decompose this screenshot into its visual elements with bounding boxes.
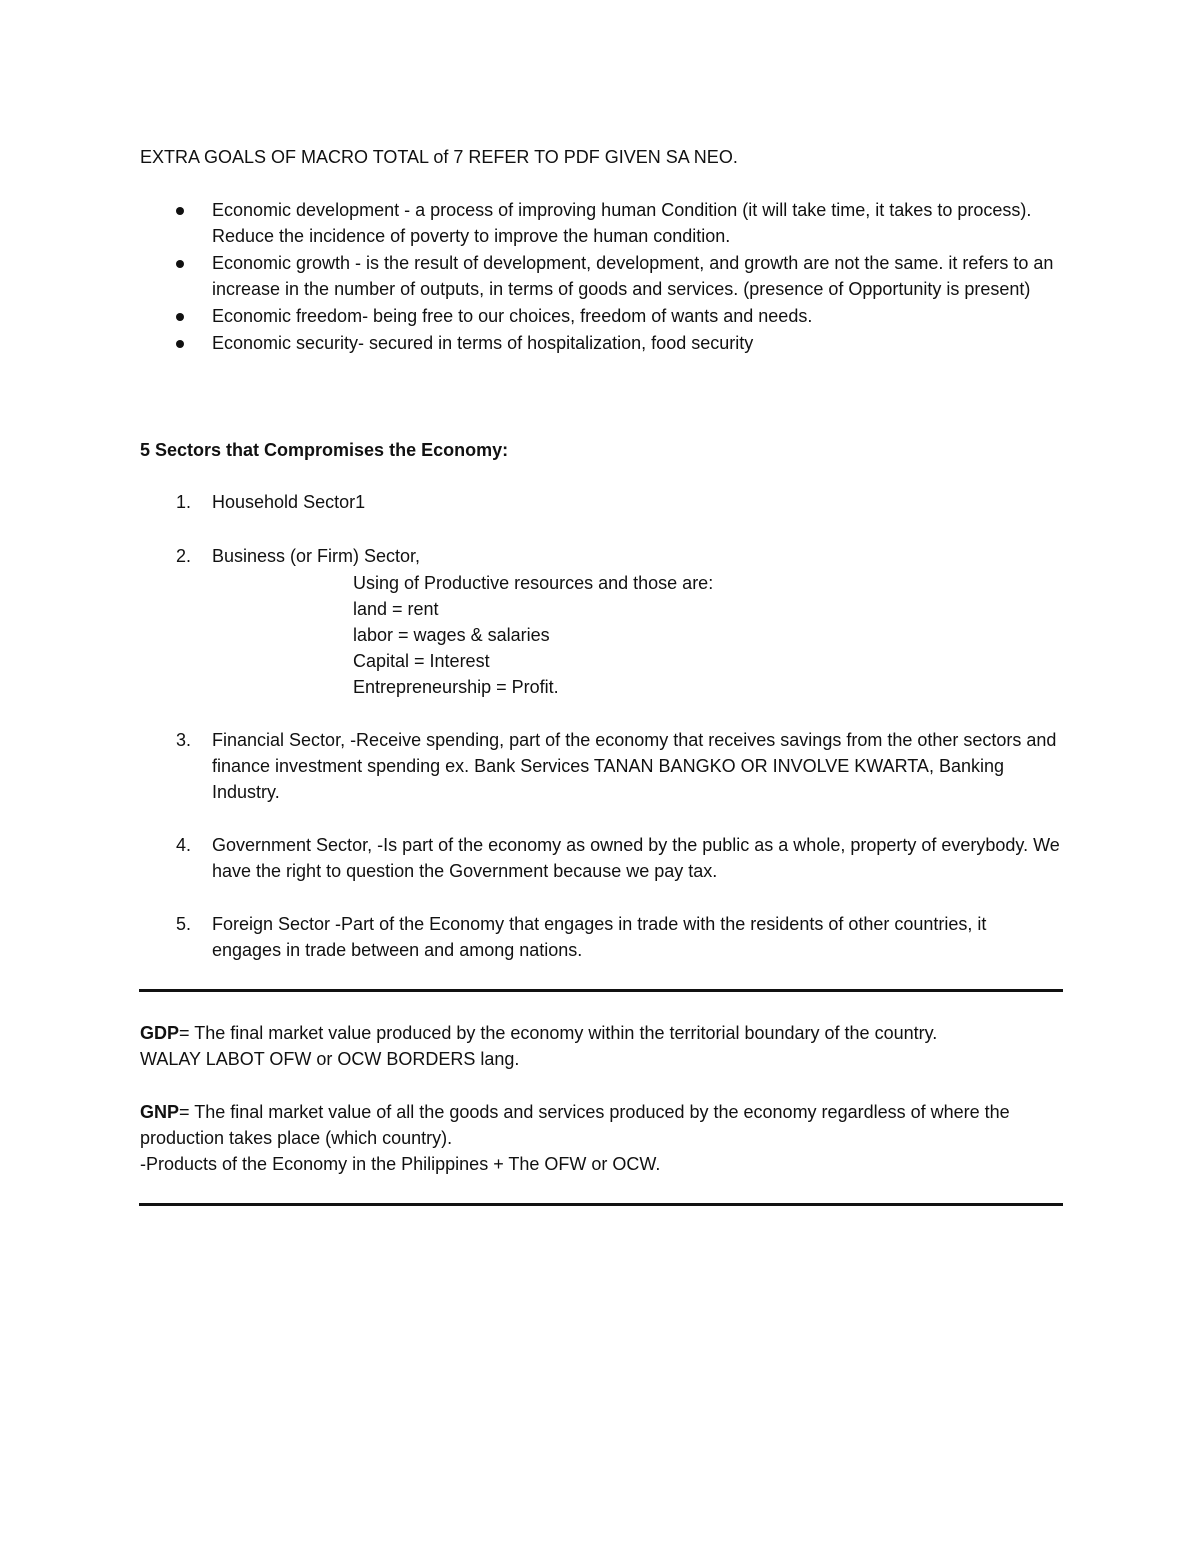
sector-number: 2. <box>176 546 192 566</box>
gdp-text: = The final market value produced by the economy within the territorial boundary of the country. <box>179 1023 938 1043</box>
sector-item <box>140 543 1060 569</box>
list-item: land = rent <box>353 599 439 619</box>
list-item <box>140 330 1060 356</box>
list-item: Capital = Interest <box>353 651 490 671</box>
gnp-note: -Products of the Economy in the Philippines + The OFW or OCW. <box>140 1154 661 1174</box>
sector-number: 1. <box>176 492 192 512</box>
sector-text: Financial Sector, -Receive spending, part of the economy that receives savings from the other sectors and finance investment spending ex. Bank Services TANAN BANGKO OR INVOLVE KWARTA, Banking Industry. <box>212 730 1057 802</box>
goal-text: Economic growth - is the result of development, development, and growth are not the same. it refers to an increase in the number of outputs, in terms of goods and services. (presence of Opportunity is present) <box>212 253 1054 299</box>
sector-text: Foreign Sector -Part of the Economy that engages in trade with the residents of other countries, it engages in trade between and among nations. <box>212 914 987 960</box>
bullet-icon <box>176 207 184 215</box>
list-item <box>140 197 1060 249</box>
sector-number: 4. <box>176 835 192 855</box>
gnp-term: GNP <box>140 1102 180 1122</box>
bullet-icon <box>176 260 184 268</box>
sector-item <box>140 832 1060 884</box>
divider <box>139 1203 1063 1206</box>
gdp-note: WALAY LABOT OFW or OCW BORDERS lang. <box>140 1049 520 1069</box>
bullet-icon <box>176 313 184 321</box>
goal-text: Economic security- secured in terms of hospitalization, food security <box>212 333 754 353</box>
gdp-term: GDP <box>140 1023 180 1043</box>
bullet-icon <box>176 340 184 348</box>
business-details <box>353 570 713 700</box>
list-item: labor = wages & salaries <box>353 625 550 645</box>
page-heading: EXTRA GOALS OF MACRO TOTAL of 7 REFER TO PDF GIVEN SA NEO. <box>140 147 738 167</box>
sector-item <box>140 911 1060 963</box>
goal-text: Economic development - a process of improving human Condition (it will take time, it takes to process). Reduce the incidence of poverty to improve the human condition. <box>212 200 1032 246</box>
list-item <box>140 250 1060 302</box>
gnp-text: = The final market value of all the goods and services produced by the economy regardless of where the production takes place (which country). <box>140 1102 1010 1148</box>
list-item: Using of Productive resources and those are: <box>353 573 714 593</box>
sector-text: Household Sector1 <box>212 492 366 512</box>
sectors-title: 5 Sectors that Compromises the Economy: <box>140 440 509 460</box>
sector-item <box>140 727 1060 805</box>
divider <box>139 989 1063 992</box>
sector-text: Government Sector, -Is part of the economy as owned by the public as a whole, property of everybody. We have the right to question the Government because we pay tax. <box>212 835 1060 881</box>
list-item <box>140 303 1060 329</box>
sector-number: 5. <box>176 914 192 934</box>
sector-item <box>140 489 1060 515</box>
gdp-definition <box>140 1020 1070 1072</box>
goals-list <box>140 197 1060 357</box>
sector-number: 3. <box>176 730 192 750</box>
list-item: Entrepreneurship = Profit. <box>353 677 559 697</box>
gnp-definition <box>140 1099 1070 1177</box>
sector-text: Business (or Firm) Sector, <box>212 546 421 566</box>
goal-text: Economic freedom- being free to our choices, freedom of wants and needs. <box>212 306 813 326</box>
